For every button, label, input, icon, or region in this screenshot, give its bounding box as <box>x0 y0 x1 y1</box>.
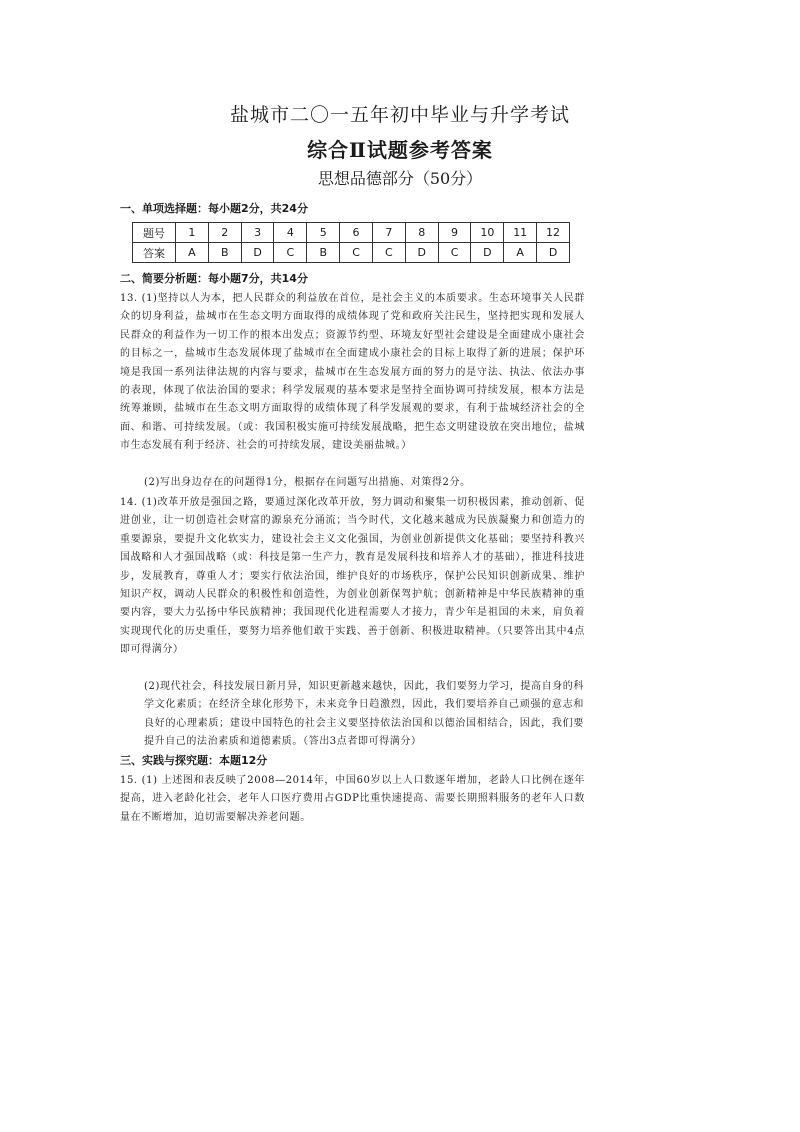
q14-part2-answer: (2)现代社会，科技发展日新月异，知识更新越来越快，因此，我们要努力学习，提高自身的科学文化素质；在经济全球化形势下，未来竞争日趋激烈，因此，我们要培养自己顽强的意志和良好的心理素质；建设中国特色的社会主义要坚持依法治国和以德治国相结合，因此，我们要提升自己的法治素质和道德素质。（答出3点者即可得满分） <box>144 681 584 748</box>
question-number-cell: 6 <box>340 223 373 243</box>
row-label-answer: 答案 <box>133 243 176 263</box>
question-number-cell: 12 <box>537 223 570 243</box>
question-number-cell: 8 <box>405 223 438 243</box>
question-number-cell: 7 <box>372 223 405 243</box>
q13-part2-answer: (2)写出身边存在的问题得1分，根据存在问题写出措施、对策得2分。 <box>144 477 471 488</box>
answer-cell: B <box>307 243 340 263</box>
question-number-row <box>133 223 570 243</box>
section3-heading: 三、实践与探究题：本题12分 <box>120 754 268 767</box>
question-number-cell: 10 <box>471 223 504 243</box>
answer-cell: D <box>405 243 438 263</box>
question-number-cell: 9 <box>438 223 471 243</box>
question-number-cell: 4 <box>274 223 307 243</box>
question-number-cell: 3 <box>241 223 274 243</box>
subject-part-title: 思想品德部分（50分） <box>317 169 483 188</box>
exam-title: 盐城市二〇一五年初中毕业与升学考试 <box>229 104 570 126</box>
section2-heading: 二、简要分析题：每小题7分，共14分 <box>120 272 308 285</box>
question-number-cell: 5 <box>307 223 340 243</box>
answer-key-title: 综合Ⅱ试题参考答案 <box>307 138 493 162</box>
answer-cell: C <box>438 243 471 263</box>
answer-cell: A <box>504 243 537 263</box>
question-number-cell: 1 <box>176 223 209 243</box>
answer-cell: D <box>241 243 274 263</box>
answer-cell: D <box>537 243 570 263</box>
answer-cell: B <box>208 243 241 263</box>
answer-cell: D <box>471 243 504 263</box>
answer-cell: A <box>176 243 209 263</box>
answer-cell: C <box>340 243 373 263</box>
q13-part1-answer: 13. (1)坚持以人为本，把人民群众的利益放在首位，是社会主义的本质要求。生态环境事关人民群众的切身利益，盐城市在生态文明方面取得的成绩体现了党和政府关注民生，坚持把实现和发展人民群众的利益作为一切工作的根本出发点；资源节约型、环境友好型社会建设是全面建成小康社会的目标之一，盐城市生态发展体现了盐城市在全面建成小康社会的目标上取得了新的进展；保护环境是我国一系列法律法规的内容与要求，盐城市在生态发展方面的努力的是守法、执法、依法办事的表现，体现了依法治国的要求；科学发展观的基本要求是坚持全面协调可持续发展，根本方法是统筹兼顾，盐城市在生态文明方面取得的成绩体现了科学发展观的要求，有利于盐城经济社会的全面、和谐、可持续发展。（或：我国积极实施可持续发展战略，把生态文明建设放在突出地位，盐城市生态发展有利于经济、社会的可持续发展，建设美丽盐城。） <box>120 293 585 452</box>
question-number-cell: 2 <box>208 223 241 243</box>
row-label-question: 题号 <box>133 223 176 243</box>
question-number-cell: 11 <box>504 223 537 243</box>
q15-part1-answer: 15. (1) 上述图和表反映了2008—2014年，中国60岁以上人口数逐年增加，老龄人口比例在逐年提高，进入老龄化社会，老年人口医疗费用占GDP比重快速提高、需要长期照料服务的老年人口数量在不断增加，迫切需要解决养老问题。 <box>120 775 585 823</box>
answer-table <box>132 222 570 263</box>
q14-part1-answer: 14. (1)改革开放是强国之路，要通过深化改革开放，努力调动和聚集一切积极因素，推动创新、促进创业，让一切创造社会财富的源泉充分涌流；当今时代，文化越来越成为民族凝聚力和创造力的重要源泉，要提升文化软实力，建设社会主义文化强国，为创业创新提供文化基础；要坚持科教兴国战略和人才强国战略（或：科技是第一生产力，教育是发展科技和培养人才的基础），推进科技进步，发展教育，尊重人才；要实行依法治国，维护良好的市场秩序，保护公民知识创新成果、维护知识产权，调动人民群众的积极性和创造性，为创业创新保驾护航；创新精神是中华民族精神的重要内容，要大力弘扬中华民族精神；我国现代化进程需要人才接力，青少年是祖国的未来，肩负着实现现代化的历史重任，要努力培养他们敢于实践、善于创新、积极进取精神。（只要答出其中4点即可得满分） <box>120 497 585 656</box>
section1-heading: 一、单项选择题：每小题2分，共24分 <box>120 202 308 215</box>
answer-cell: C <box>372 243 405 263</box>
answer-row <box>133 243 570 263</box>
answer-cell: C <box>274 243 307 263</box>
